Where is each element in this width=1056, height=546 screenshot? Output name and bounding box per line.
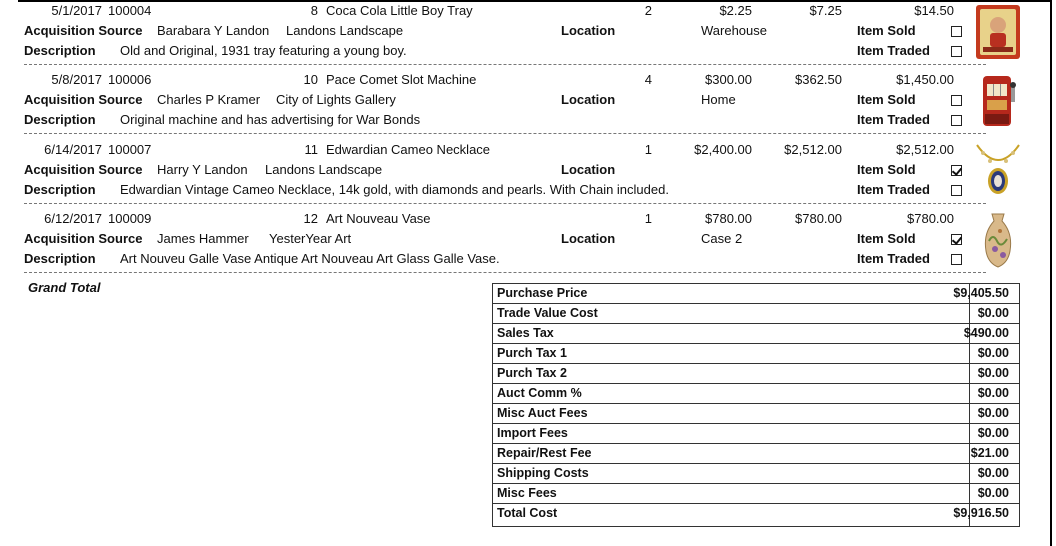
acquisition-source-label: Acquisition Source — [24, 162, 143, 177]
record-description: Art Nouveu Galle Vase Antique Art Nouveau Art Glass Galle Vase. — [120, 251, 500, 266]
record-location: Home — [701, 92, 736, 107]
slot-machine-icon — [973, 72, 1023, 130]
record-item — [18, 0, 1050, 68]
item-traded-label: Item Traded — [857, 112, 930, 127]
totals-label: Purch Tax 2 — [497, 366, 567, 380]
record-id: 100009 — [108, 211, 152, 226]
totals-value: $0.00 — [977, 306, 1009, 320]
location-label: Location — [561, 23, 616, 38]
record-divider — [24, 64, 986, 65]
totals-row — [493, 324, 1019, 344]
record-person: Barabara Y Landon — [157, 23, 270, 38]
totals-value: $0.00 — [977, 386, 1009, 400]
totals-value: $9,916.50 — [953, 506, 1009, 520]
record-item — [18, 139, 1050, 207]
record-source: YesterYear Art — [269, 231, 352, 246]
description-label: Description — [24, 112, 96, 127]
record-id: 100004 — [108, 3, 152, 18]
totals-label: Import Fees — [497, 426, 568, 440]
record-divider — [24, 133, 986, 134]
record-date: 5/1/2017 — [51, 3, 102, 18]
totals-row — [493, 464, 1019, 484]
totals-label: Misc Auct Fees — [497, 406, 588, 420]
record-price: $300.00 — [705, 72, 752, 87]
record-number: 12 — [303, 211, 318, 226]
record-total: $14.50 — [914, 3, 954, 18]
record-value: $362.50 — [795, 72, 842, 87]
totals-value: $21.00 — [970, 446, 1009, 460]
cameo-necklace-icon — [973, 141, 1023, 199]
totals-value: $0.00 — [977, 466, 1009, 480]
totals-row-total-cost — [493, 504, 1019, 524]
record-name: Pace Comet Slot Machine — [326, 72, 477, 87]
totals-row — [493, 404, 1019, 424]
record-person: James Hammer — [157, 231, 249, 246]
description-label: Description — [24, 43, 96, 58]
totals-label: Sales Tax — [497, 326, 554, 340]
record-description: Old and Original, 1931 tray featuring a young boy. — [120, 43, 407, 58]
totals-value: $0.00 — [977, 426, 1009, 440]
record-price: $780.00 — [705, 211, 752, 226]
item-traded-label: Item Traded — [857, 182, 930, 197]
record-id: 100006 — [108, 72, 152, 87]
totals-label: Trade Value Cost — [497, 306, 598, 320]
record-number: 11 — [304, 142, 318, 157]
totals-value: $0.00 — [977, 406, 1009, 420]
item-sold-label: Item Sold — [857, 231, 916, 246]
location-label: Location — [561, 92, 616, 107]
record-item — [18, 208, 1050, 276]
totals-row — [493, 304, 1019, 324]
totals-row — [493, 424, 1019, 444]
record-total: $2,512.00 — [896, 142, 954, 157]
record-quantity: 2 — [644, 3, 652, 18]
totals-value: $0.00 — [977, 346, 1009, 360]
record-quantity: 1 — [644, 142, 652, 157]
item-sold-checkbox[interactable] — [951, 26, 962, 37]
record-person: Harry Y Landon — [157, 162, 248, 177]
totals-label: Misc Fees — [497, 486, 557, 500]
record-date: 6/14/2017 — [44, 142, 102, 157]
right-border — [1050, 0, 1052, 546]
totals-row — [493, 484, 1019, 504]
description-label: Description — [24, 251, 96, 266]
record-source: Landons Landscape — [265, 162, 383, 177]
record-name: Art Nouveau Vase — [326, 211, 431, 226]
record-location: Case 2 — [701, 231, 743, 246]
record-divider — [24, 203, 986, 204]
item-sold-label: Item Sold — [857, 162, 916, 177]
record-description: Original machine and has advertising for War Bonds — [120, 112, 421, 127]
totals-value: $0.00 — [977, 486, 1009, 500]
item-traded-checkbox[interactable] — [951, 115, 962, 126]
record-person: Charles P Kramer — [157, 92, 261, 107]
record-value: $2,512.00 — [784, 142, 842, 157]
totals-value: $490.00 — [963, 326, 1009, 340]
location-label: Location — [561, 162, 616, 177]
totals-row — [493, 384, 1019, 404]
record-value: $780.00 — [795, 211, 842, 226]
totals-table — [492, 283, 1020, 527]
item-sold-label: Item Sold — [857, 92, 916, 107]
record-item — [18, 69, 1050, 137]
record-date: 6/12/2017 — [44, 211, 102, 226]
record-total: $780.00 — [907, 211, 954, 226]
record-value: $7.25 — [809, 3, 842, 18]
item-traded-label: Item Traded — [857, 251, 930, 266]
totals-row — [493, 284, 1019, 304]
record-number: 8 — [310, 3, 318, 18]
totals-label: Repair/Rest Fee — [497, 446, 592, 460]
item-sold-checkbox[interactable] — [951, 95, 962, 106]
record-name: Edwardian Cameo Necklace — [326, 142, 491, 157]
description-label: Description — [24, 182, 96, 197]
item-traded-checkbox[interactable] — [951, 46, 962, 57]
record-id: 100007 — [108, 142, 152, 157]
totals-label: Shipping Costs — [497, 466, 589, 480]
record-date: 5/8/2017 — [51, 72, 102, 87]
totals-label: Purchase Price — [497, 286, 588, 300]
totals-label: Total Cost — [497, 506, 558, 520]
item-sold-label: Item Sold — [857, 23, 916, 38]
coca-cola-tray-icon — [973, 3, 1023, 61]
location-label: Location — [561, 231, 616, 246]
record-source: City of Lights Gallery — [276, 92, 396, 107]
record-total: $1,450.00 — [896, 72, 954, 87]
item-sold-checkbox[interactable] — [951, 234, 962, 245]
item-sold-checkbox[interactable] — [951, 165, 962, 176]
record-divider — [24, 272, 986, 273]
totals-row — [493, 444, 1019, 464]
totals-row — [493, 344, 1019, 364]
acquisition-source-label: Acquisition Source — [24, 23, 143, 38]
record-quantity: 1 — [644, 211, 652, 226]
grand-total-label: Grand Total — [28, 280, 101, 295]
item-traded-checkbox[interactable] — [951, 254, 962, 265]
record-name: Coca Cola Little Boy Tray — [326, 3, 473, 18]
totals-row — [493, 364, 1019, 384]
item-traded-checkbox[interactable] — [951, 185, 962, 196]
record-price: $2,400.00 — [694, 142, 752, 157]
record-number: 10 — [303, 72, 318, 87]
art-nouveau-vase-icon — [973, 211, 1023, 269]
acquisition-source-label: Acquisition Source — [24, 231, 143, 246]
totals-value: $0.00 — [977, 366, 1009, 380]
record-quantity: 4 — [644, 72, 652, 87]
record-price: $2.25 — [719, 3, 752, 18]
record-description: Edwardian Vintage Cameo Necklace, 14k gold, with diamonds and pearls. With Chain included. — [120, 182, 669, 197]
item-traded-label: Item Traded — [857, 43, 930, 58]
record-source: Landons Landscape — [286, 23, 404, 38]
totals-label: Purch Tax 1 — [497, 346, 567, 360]
totals-label: Auct Comm % — [497, 386, 582, 400]
record-location: Warehouse — [701, 23, 767, 38]
acquisition-source-label: Acquisition Source — [24, 92, 143, 107]
totals-value: $9,405.50 — [953, 286, 1009, 300]
